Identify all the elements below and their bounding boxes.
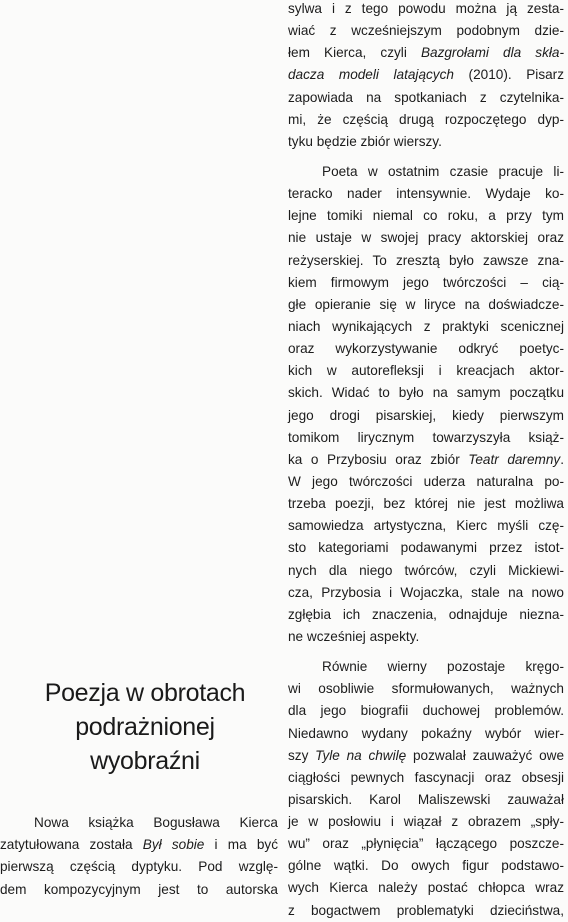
right-column bbox=[288, 0, 565, 918]
text-line: łem Kierca, czyli Bazgrołami dla skła- bbox=[288, 45, 564, 61]
text-line: wi osobliwie sformułowanych, ważnych bbox=[288, 681, 564, 697]
text-line: Nowa książka Bogusława Kierca bbox=[34, 815, 278, 830]
text-line: tyku będzie zbiór wierszy. bbox=[288, 133, 442, 149]
article-lead-paragraph bbox=[0, 812, 278, 901]
title-line: podrażnionej bbox=[75, 713, 215, 741]
text-line: mi, że częścią drugą rozpoczętego dyp- bbox=[288, 111, 564, 127]
title-line: Poezja w obrotach bbox=[44, 679, 246, 707]
text-line: ne wcześniej aspekty. bbox=[288, 628, 420, 644]
italic-title: Teatr daremny bbox=[468, 451, 561, 467]
article-title bbox=[14, 676, 276, 778]
text-line: Poeta w ostatnim czasie pracuje li- bbox=[322, 163, 564, 179]
text-line: wiać z wcześniejszym podobnym dzie- bbox=[288, 23, 564, 39]
text-line: teracko nader intensywnie. Wydaje ko- bbox=[288, 186, 564, 202]
title-line: wyobraźni bbox=[90, 747, 200, 775]
text-line: zapowiada na spotkaniach z czytelnika- bbox=[288, 89, 564, 105]
text-line: dacza modeli latających (2010). Pisarz bbox=[288, 67, 564, 83]
text-line: głe opieranie się w liryce na doświadcze- bbox=[288, 296, 564, 312]
text-line: sylwa i z tego powodu można ją zesta- bbox=[288, 1, 564, 16]
text-line: tomikom lirycznym towarzyszyła książ- bbox=[288, 429, 564, 445]
text-line: trzeba poezji, bez której nie jest możliwa bbox=[288, 496, 564, 512]
text-line: W jego twórczości uderza naturalna po- bbox=[288, 473, 564, 489]
text-line: wych Kierca należy postać chłopca wraz bbox=[288, 880, 564, 896]
text-line: ciągłości pewnych fascynacji oraz obsesji bbox=[288, 769, 564, 785]
text-line: jego drogi pisarskiej, kiedy pierwszym bbox=[288, 407, 564, 423]
italic-title: dacza modeli latających bbox=[288, 67, 454, 83]
text-line: dem kompozycyjnym jest to autorska bbox=[0, 881, 278, 897]
paragraph-gap bbox=[288, 153, 564, 161]
text-line: gólne wątki. Do owych figur podstawo- bbox=[288, 858, 564, 874]
text-line: szy Tyle na chwilę pozwalał zauważyć owe bbox=[288, 747, 565, 763]
text-line: oraz wykorzystywanie odkryć poetyc- bbox=[288, 341, 564, 357]
text-line: ka o Przybosiu oraz zbiór Teatr daremny. bbox=[288, 451, 564, 467]
left-column bbox=[0, 0, 286, 900]
text-line: z bogactwem problematyki dzieciństwa, bbox=[288, 902, 564, 918]
paragraph bbox=[288, 0, 564, 153]
text-line: niach wynikających z praktyki scenicznej bbox=[288, 318, 564, 334]
paragraph bbox=[288, 161, 564, 648]
text-line: wu” oraz „płynięcia” łączącego poszcze- bbox=[288, 836, 564, 852]
text-line: kiem firmowym jego twórczości – cią- bbox=[288, 274, 564, 290]
text-line: nie ustaje w swojej pracy aktorskiej oraz bbox=[288, 230, 564, 246]
paragraph bbox=[288, 656, 564, 922]
text-line: pierwszą częścią dyptyku. Pod wzglę- bbox=[0, 859, 278, 875]
italic-title: Był sobie bbox=[142, 837, 205, 853]
text-line: samowiedza artystyczna, Kierc myśli czę- bbox=[288, 518, 564, 534]
text-line: sto kategoriami podawanymi przez istot- bbox=[288, 540, 564, 556]
paragraph-gap bbox=[288, 648, 564, 656]
text-line: Równie wierny pozostaje kręgo- bbox=[322, 659, 564, 675]
text-line: dla jego biografii duchowej problemów. bbox=[288, 703, 564, 719]
text-line: zatytułowana została Był sobie i ma być bbox=[0, 837, 278, 853]
italic-title: Tyle na chwilę bbox=[315, 747, 407, 763]
text-line: zgłębia ich znaczenia, odnajduje niezna- bbox=[288, 606, 564, 622]
text-line: pisarskich. Karol Maliszewski zauważał bbox=[288, 791, 564, 807]
text-line: cza, Przybosia i Wojaczka, stale na nowo bbox=[288, 584, 564, 600]
italic-title: Bazgrołami dla skła- bbox=[420, 45, 564, 61]
text-line: nych dla niego twórców, czyli Mickiewi- bbox=[288, 562, 564, 578]
text-line: skich. Widać to było na samym początku bbox=[288, 385, 564, 401]
text-line: je w posłowiu i wiązał z obrazem „spły- bbox=[288, 814, 564, 830]
text-line: kich w autorefleksji i kreacjach aktor- bbox=[288, 363, 564, 379]
text-line: lejne tomiki niemal co roku, a przy tym bbox=[288, 208, 564, 224]
text-line: reżyserskiej. To zresztą było zawsze zna- bbox=[288, 252, 564, 268]
text-line: Niedawno wydany pokaźny wybór wier- bbox=[288, 725, 564, 741]
